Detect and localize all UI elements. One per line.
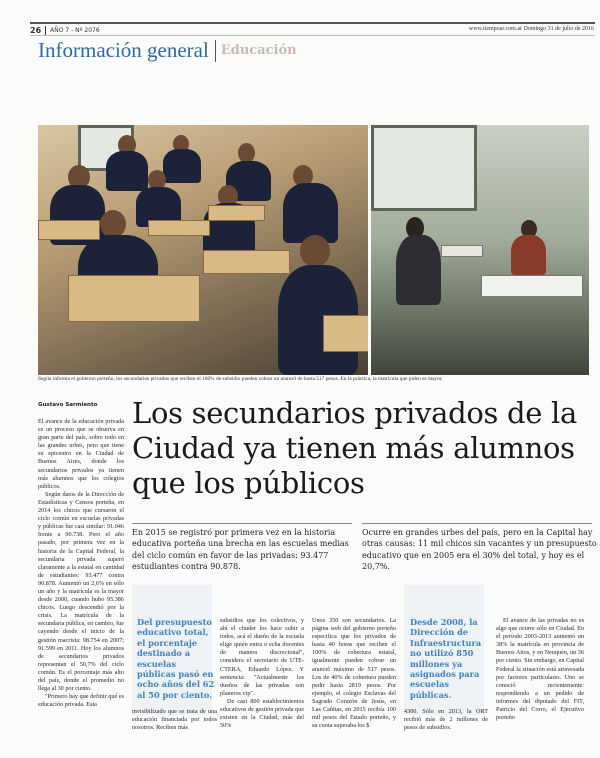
section-title: Información general: [38, 38, 209, 62]
paragraph: De casi 800 establecimientos educativos de gestión privada que existen en la Ciudad, más del 50%: [220, 697, 304, 730]
desk: [148, 220, 210, 236]
paragraph: El avance de la educación privada es un proceso que se observa en gran parte del país, sobre todo en las grandes urbes, pero que tiene su epicentro en la Ciudad de Buenos Aires, donde los secundarios privados ya tienen más alumnos que los colegios públicos.: [38, 418, 124, 490]
pullquote-budget: Del presupuesto educativo total, el porcentaje destinado a escuelas públicas pasó en ocho años del 62 al 50 por ciento.: [137, 617, 215, 700]
classroom-photo-private: [38, 125, 368, 375]
paragraph: invisibilizado que se trata de una educación financiada por todos nosotros. Reciben más: [132, 708, 217, 732]
student: [300, 235, 330, 267]
student: [396, 235, 441, 305]
headline: Los secundarios privados de la Ciudad ya tienen más alumnos que los públicos: [132, 396, 578, 500]
desk: [68, 275, 200, 322]
student: [106, 151, 148, 191]
deck-left: En 2015 se registró por primera vez en la historia educativa porteña una brecha en las escuelas medias del ciclo común en favor de las privadas: 93.477 estudiantes contra 90.878.: [132, 528, 349, 571]
byline: Gustavo Sarmiento: [38, 402, 98, 408]
header-rule: [30, 35, 595, 36]
pullquote-infrastructure: Desde 2008, la Dirección de Infraestructura no utilizó 850 millones ya asignados para escuelas públicas.: [410, 617, 482, 700]
article-column-1: [38, 418, 124, 709]
student: [511, 235, 546, 275]
section-divider: [215, 40, 216, 62]
classroom-photo-public: [371, 125, 589, 375]
deck-right: Ocurre en grandes urbes del país, pero en la Capital hay otras causas: 11 mil chicos sin vacantes y un presupuesto educativo que en 2005 era el 30% del total, y hoy es el 20,7%.: [362, 528, 597, 571]
article-column-5: [404, 708, 488, 732]
student: [283, 183, 338, 243]
section-header: [38, 38, 297, 63]
deck-rule: [132, 523, 352, 524]
page-number: 26: [30, 26, 46, 35]
paragraph: Unos 350 son secundarios. La página web del gobierno porteño especifica que los privados de hasta 40 horas que reciben el 100% de cobertura estatal, igualmente pueden cobrar un arancel máximo de 517 pesos. Los de 40% de cobertura pueden pedir hasta 2819 pesos. Por ejemplo, el colegio Esclavas del Sagrado Corazón de Jesús, en Las Cañitas, en 2015 recibía 100 mil pesos del Estado porteño, y su cuota superaba los $: [312, 617, 396, 730]
desk: [323, 315, 368, 352]
student: [100, 210, 126, 238]
deck-rule: [362, 523, 592, 524]
desk: [481, 275, 583, 297]
student: [163, 149, 201, 183]
paragraph: subsidios que los colectivos, y ahí el chuder los hace subir a todos, acá el dueño de la escuela elige quién entra o echa docentes de manera discrecional", considera el secretario de UTE-CTERA, Eduardo López. Y sentencia: "Actualmente los dueños de las privadas son planeros vip".: [220, 617, 304, 697]
article-column-2: [132, 708, 217, 732]
paragraph: 4300. Sólo en 2013, la ORT recibió más de 2 millones de pesos de subsidios.: [404, 708, 488, 732]
subsection-title: Educación: [220, 43, 297, 58]
website-date: www.tiempoar.com.ar Domingo 31 de julio de 2016: [468, 26, 594, 32]
article-column-4: [312, 617, 396, 730]
issue-number: AÑO 7 - Nº 2076: [50, 27, 100, 34]
article-column-3: [220, 617, 304, 730]
paragraph: El avance de las privadas no es algo que ocurre sólo en Ciudad. En el período 2003-2013 aumentó un 38% la matrícula en provincia de Buenos Aires, y en Neuquén, un 36 por ciento. Sin embargo, en Capital Federal la situación está atravesada por factores particulares. Uno se conoció recientemente: respondiendo a un pedido de informes del diputado del FIT, Patricio del Corro, el Ejecutivo porteño: [496, 617, 584, 722]
paragraph: "Primero hay que definir qué es educación privada. Esta: [38, 693, 124, 709]
article-column-6: [496, 617, 584, 722]
desk: [38, 220, 100, 240]
window: [371, 125, 477, 211]
desk: [441, 245, 483, 257]
desk: [203, 250, 290, 274]
student: [238, 143, 255, 163]
desk: [208, 205, 265, 221]
photo-caption: Según informa el gobierno porteño, los secundarios privados que reciben el 100% de subsidio pueden cobrar un arancel de hasta 517 pesos. En la práctica, la matrícula que piden es mayor.: [38, 376, 443, 382]
folio: [30, 26, 100, 35]
paragraph: Según datos de la Dirección de Estadísticas y Censos porteña, en 2014 los chicos que cursaron el ciclo común en escuelas privadas y públicas fue casi similar: 91.046 frente a 90.738. Pero el año pasado, por primera vez en la historia de la Capital Federal, la secundaria privada superó claramente a la estatal en cantidad de estudiantes: 93.477 contra 90.878. Aumentó un 2,6% en sólo un año y la matrícula es la mayor desde 2000, cuando hubo 95.386 chicos. Luego descendió por la crisis. La matrícula de la secundaria pública, en cambio, fue cayendo desde el inicio de la gestión macrista: 98.754 en 2007; 91.599 en 2011. Hoy los alumnos de secundarios privados representan el 50,7% del ciclo común. Es el porcentaje más alto del país, donde el promedio no llega al 30 por ciento.: [38, 490, 124, 693]
top-rule: [30, 22, 595, 24]
